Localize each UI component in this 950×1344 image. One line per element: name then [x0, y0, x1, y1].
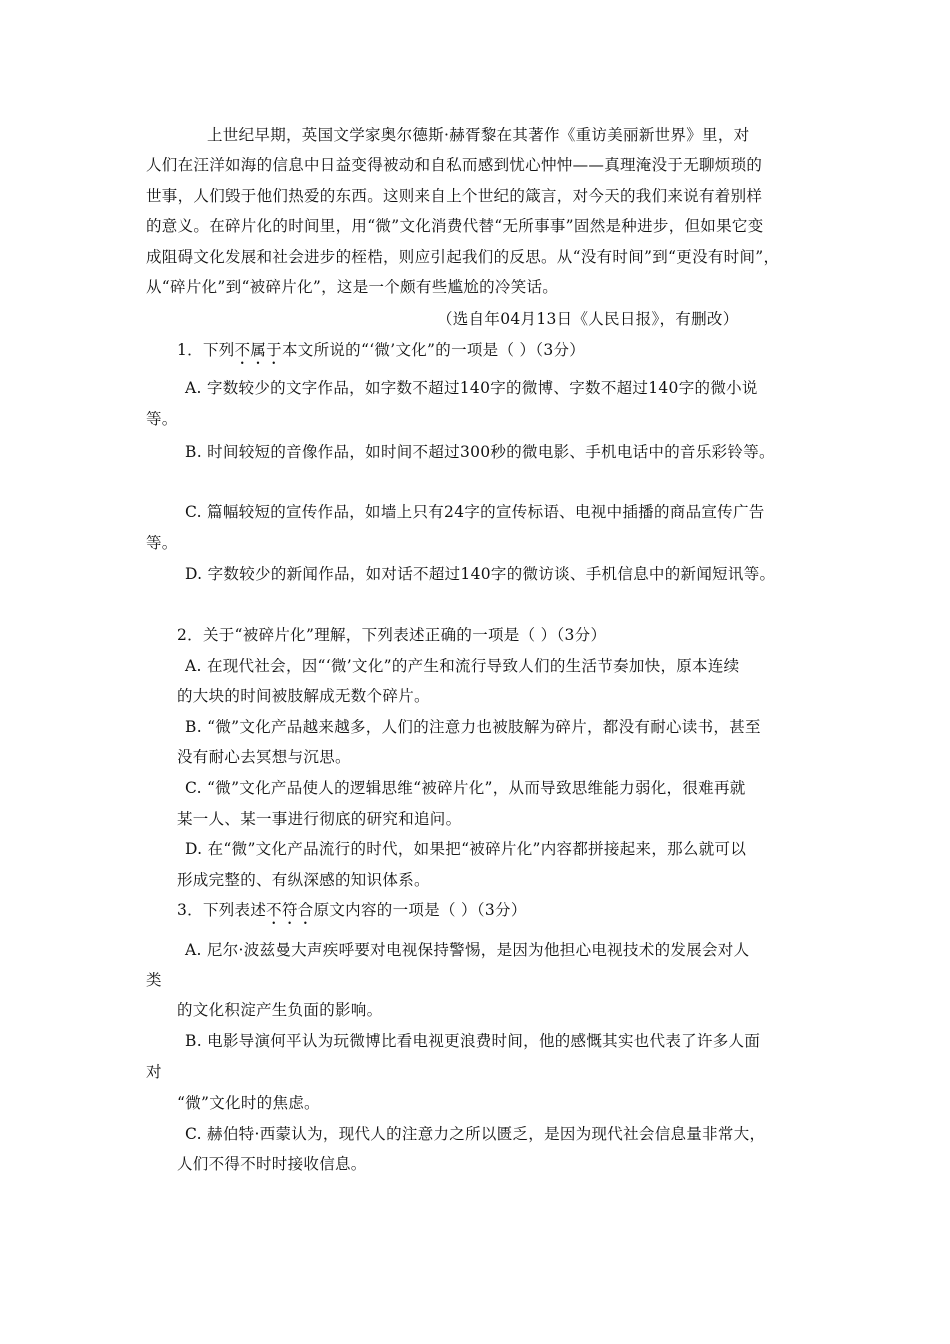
question-2-option-a-line-2: 的大块的时间被肢解成无数个碎片。: [177, 687, 430, 705]
question-2-option-d-line-1: D. 在“微”文化产品流行的时代，如果把“被碎片化”内容都拼接起来，那么就可以: [185, 840, 747, 858]
question-1-option-b: B. 时间较短的音像作品，如时间不超过300秒的微电影、手机电话中的音乐彩铃等。: [185, 443, 775, 461]
question-3-option-a-line-3: 的文化积淀产生负面的影响。: [177, 1001, 383, 1019]
passage-line-6: 从“碎片化”到“被碎片化”，这是一个颇有些尴尬的冷笑话。: [146, 278, 559, 296]
question-1-stem-emphasis: 不属于: [234, 341, 282, 359]
question-2-option-c-line-1: C. “微”文化产品使人的逻辑思维“被碎片化”，从而导致思维能力弱化，很难再就: [185, 779, 746, 797]
question-2-option-d-line-2: 形成完整的、有纵深感的知识体系。: [177, 871, 430, 889]
question-3-stem-pre: 3．下列表述: [177, 901, 267, 919]
question-3-option-c-line-1: C. 赫伯特·西蒙认为，现代人的注意力之所以匮乏，是因为现代社会信息量非常大，: [185, 1125, 766, 1143]
question-1-option-c-line-1: C. 篇幅较短的宣传作品，如墙上只有24字的宣传标语、电视中插播的商品宣传广告: [185, 503, 765, 521]
passage-line-2: 人们在汪洋如海的信息中日益变得被动和自私而感到忧心忡忡——真理淹没于无聊烦琐的: [146, 156, 763, 174]
question-1-stem-pre: 1．下列: [177, 341, 235, 359]
passage-line-5: 成阻碍文化发展和社会进步的桎梏，则应引起我们的反思。从“没有时间”到“更没有时间”，: [146, 248, 780, 266]
question-1-option-c-line-2: 等。: [146, 534, 178, 552]
question-1-option-a-line-2: 等。: [146, 410, 178, 428]
question-1-option-d: D. 字数较少的新闻作品，如对话不超过140字的微访谈、手机信息中的新闻短讯等。: [185, 565, 776, 583]
question-3-option-b-line-3: “微”文化时的焦虑。: [177, 1094, 320, 1112]
question-3-option-b-line-1: B. 电影导演何平认为玩微博比看电视更浪费时间，他的感慨其实也代表了许多人面: [185, 1032, 761, 1050]
question-2-option-a-line-1: A. 在现代社会，因“‘微’文化”的产生和流行导致人们的生活节奏加快，原本连续: [185, 657, 740, 675]
question-2-option-c-line-2: 某一人、某一事进行彻底的研究和追问。: [177, 810, 462, 828]
question-3-option-b-line-2: 对: [146, 1063, 162, 1081]
question-3-stem: [177, 900, 527, 928]
question-2-option-b-line-1: B. “微”文化产品越来越多，人们的注意力也被肢解为碎片，都没有耐心读书，甚至: [185, 718, 761, 736]
question-3-option-c-line-2: 人们不得不时时接收信息。: [177, 1155, 367, 1173]
question-3-option-a-line-1: A. 尼尔·波兹曼大声疾呼要对电视保持警惕，是因为他担心电视技术的发展会对人: [185, 941, 750, 959]
passage-line-4: 的意义。在碎片化的时间里，用“微”文化消费代替“无所事事”固然是种进步，但如果它变: [146, 217, 764, 235]
question-1-stem: [177, 340, 585, 368]
passage-line-3: 世事，人们毁于他们热爱的东西。这则来自上个世纪的箴言，对今天的我们来说有着别样: [146, 187, 763, 205]
question-1-stem-post: 本文所说的“‘微’文化”的一项是（ ）（3分）: [281, 341, 586, 359]
question-3-stem-post: 原文内容的一项是（ ）（3分）: [313, 901, 527, 919]
question-3-stem-emphasis: 不符合: [266, 901, 314, 919]
question-2-stem: 2．关于“被碎片化”理解，下列表述正确的一项是（ ）（3分）: [177, 626, 607, 644]
question-2-option-b-line-2: 没有耐心去冥想与沉思。: [177, 748, 351, 766]
question-3-option-a-line-2: 类: [146, 971, 162, 989]
passage-source: （选自年04月13日《人民日报》，有删改）: [437, 310, 739, 328]
passage-line-1: 上世纪早期，英国文学家奥尔德斯·赫胥黎在其著作《重访美丽新世界》里，对: [207, 126, 750, 144]
question-1-option-a-line-1: A. 字数较少的文字作品，如字数不超过140字的微博、字数不超过140字的微小说: [185, 379, 758, 397]
